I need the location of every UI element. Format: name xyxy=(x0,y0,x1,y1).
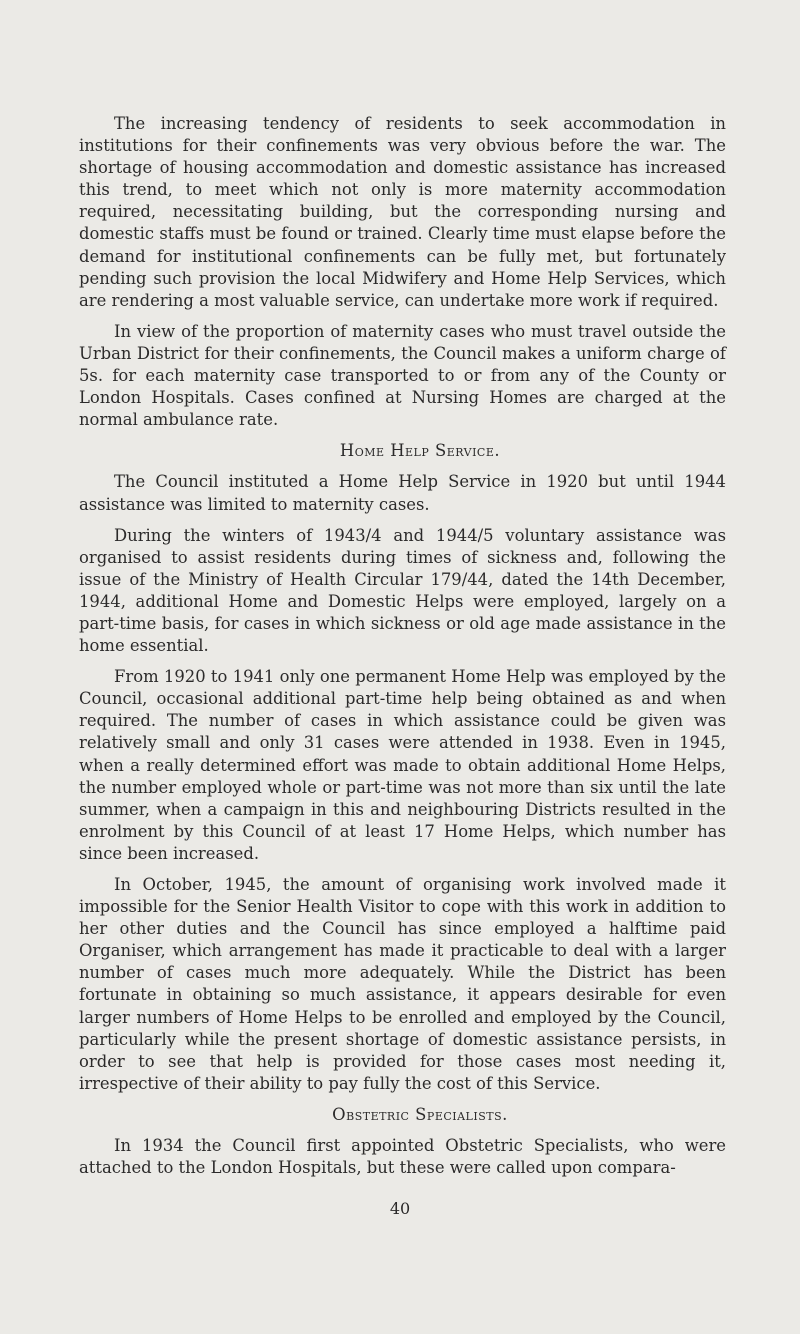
paragraph: In view of the proportion of maternity cases who must travel outside the Urban District for their confinements, the Council makes a uniform charge of 5s. for each maternity case transported to or from any of the County or London Hospitals. Cases confined at Nursing Homes are charged at the normal ambulance rate. xyxy=(79,321,726,430)
body-text xyxy=(79,113,726,1188)
page-number: 40 xyxy=(389,1199,411,1218)
section-heading: Obstetric Specialists. xyxy=(332,1104,508,1124)
paragraph: From 1920 to 1941 only one permanent Home Help was employed by the Council, occasional additional part-time help being obtained as and when required. The number of cases in which assistance could be given was relatively small and only 31 cases were attended in 1938. Even in 1945, when a really determined effort was made to obtain additional Home Helps, the number employed whole or part-time was not more than six until the late summer, when a campaign in this and neighbouring Districts resulted in the enrolment by this Council of at least 17 Home Helps, which number has since been increased. xyxy=(79,667,726,863)
paragraph: The increasing tendency of residents to seek accommodation in institutions for their confinements was very obvious before the war. The shortage of housing accommodation and domestic assistance has increased this trend, to meet which not only is more maternity accommodation required, necessitating building, but the corresponding nursing and domestic staffs must be found or trained. Clearly time must elapse before the demand for institutional confinements can be fully met, but fortunately pending such provision the local Midwifery and Home Help Services, which are rendering a most valuable service, can undertake more work if required. xyxy=(79,114,726,310)
paragraph: During the winters of 1943/4 and 1944/5 voluntary assistance was organised to assist residents during times of sickness and, following the issue of the Ministry of Health Circular 179/44, dated the 14th December, 1944, additional Home and Domestic Helps were employed, largely on a part-time basis, for cases in which sickness or old age made assistance in the home essential. xyxy=(79,525,726,656)
paragraph: The Council instituted a Home Help Service in 1920 but until 1944 assistance was limited to maternity cases. xyxy=(79,472,726,514)
paragraph: In October, 1945, the amount of organising work involved made it impossible for the Senior Health Visitor to cope with this work in addition to her other duties and the Council has since employed a halftime paid Organiser, which arrangement has made it practicable to deal with a larger number of cases much more adequately. While the District has been fortunate in obtaining so much assistance, it appears desirable for even larger numbers of Home Helps to be enrolled and employed by the Council, particularly while the present shortage of domestic assistance persists, in order to see that help is provided for those cases most needing it, irrespective of their ability to pay fully the cost of this Service. xyxy=(79,875,726,1093)
section-heading: Home Help Service. xyxy=(339,441,501,461)
paragraph: In 1934 the Council first appointed Obstetric Specialists, who were attached to the London Hospitals, but these were called upon compara- xyxy=(79,1136,726,1178)
